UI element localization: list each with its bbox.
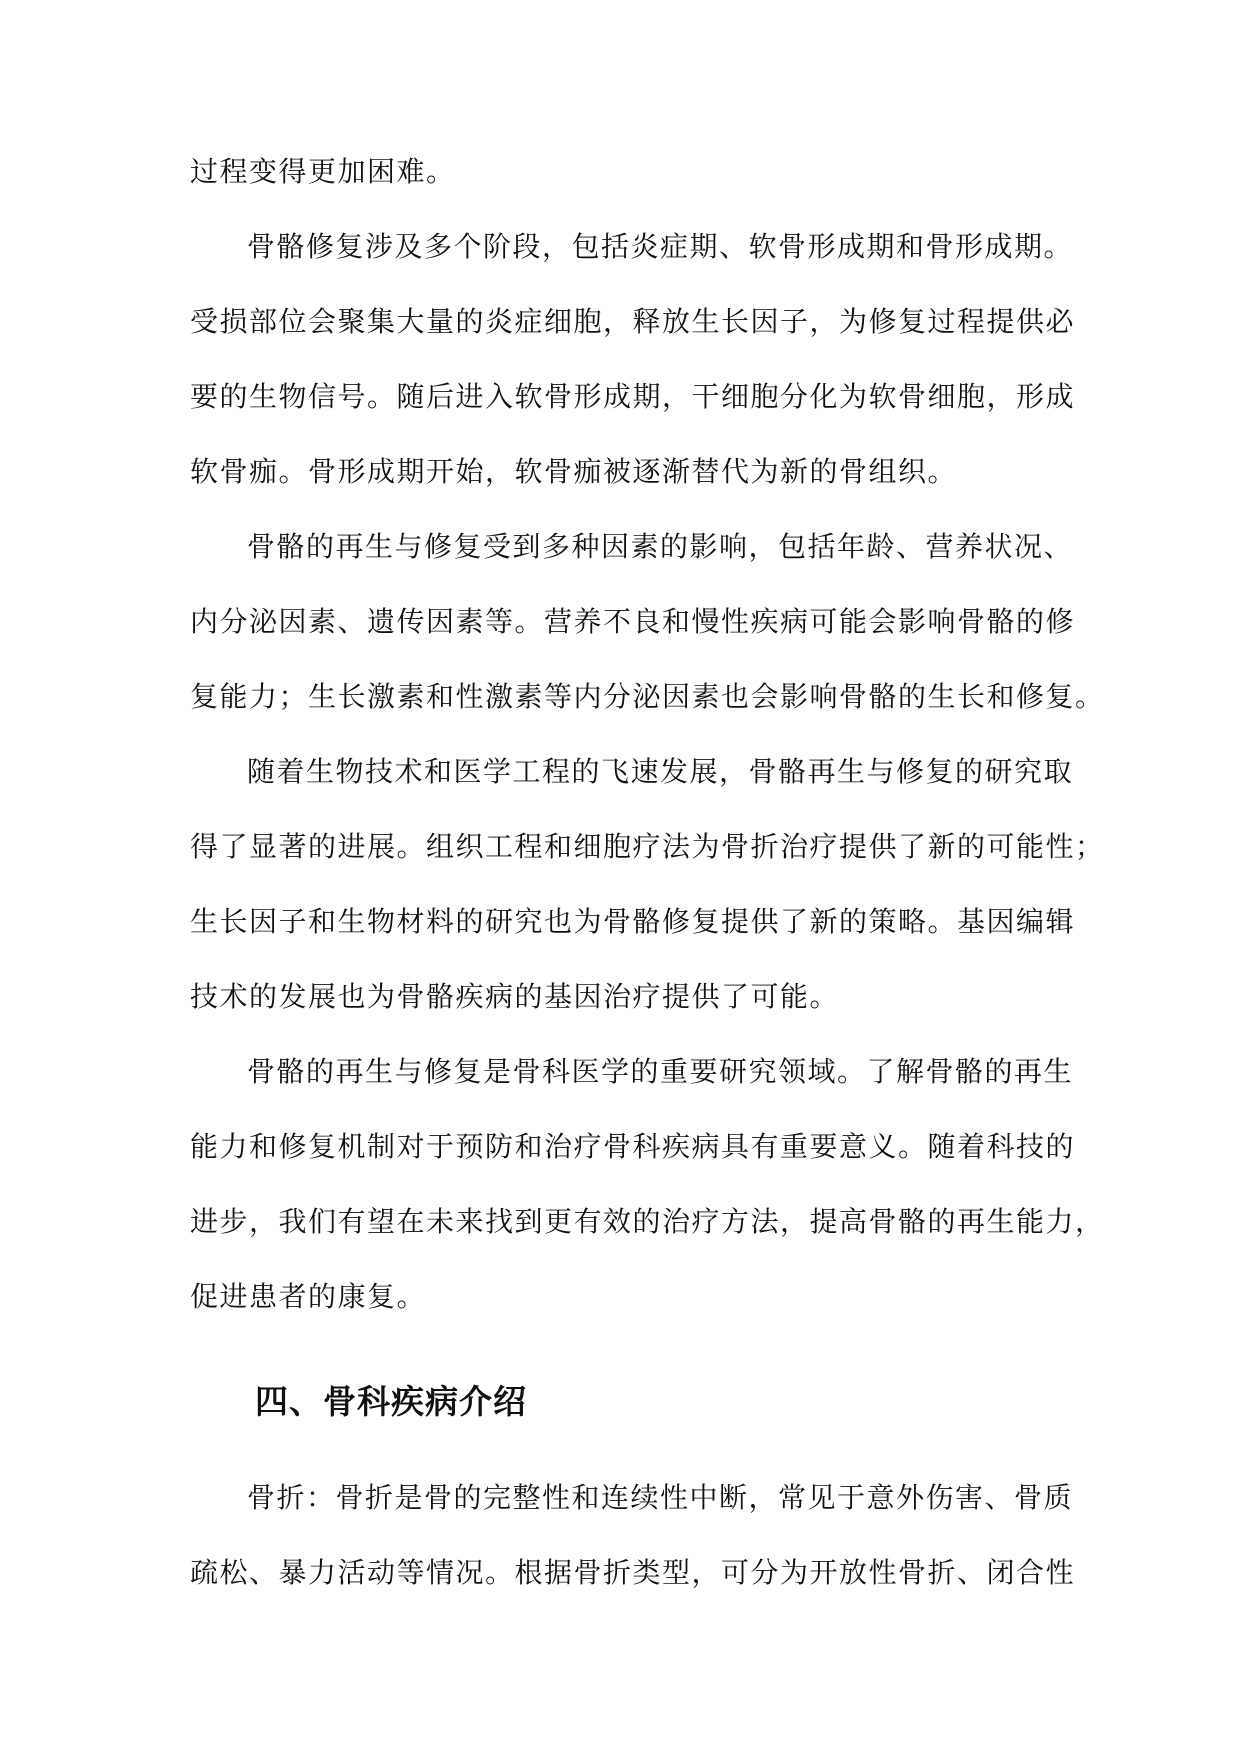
text-line: 骨骼的再生与修复是骨科医学的重要研究领域。了解骨骼的再生 [247, 1055, 1074, 1088]
text-line: 技术的发展也为骨骼疾病的基因治疗提供了可能。 [190, 980, 840, 1013]
text-line: 生长因子和生物材料的研究也为骨骼修复提供了新的策略。基因编辑 [190, 905, 1076, 938]
text-line: 骨骼的再生与修复受到多种因素的影响，包括年龄、营养状况、 [247, 530, 1074, 563]
text-line: 内分泌因素、遗传因素等。营养不良和慢性疾病可能会影响骨骼的修 [190, 605, 1076, 638]
text-line: 骨折：骨折是骨的完整性和连续性中断，常见于意外伤害、骨质 [247, 1481, 1074, 1514]
text-line: 进步，我们有望在未来找到更有效的治疗方法，提高骨骼的再生能力， [190, 1205, 1105, 1238]
text-line: 复能力；生长激素和性激素等内分泌因素也会影响骨骼的生长和修复。 [190, 680, 1105, 713]
section-heading: 四、骨科疾病介绍 [255, 1382, 527, 1421]
text-line: 随着生物技术和医学工程的飞速发展，骨骼再生与修复的研究取 [247, 755, 1074, 788]
text-line: 促进患者的康复。 [190, 1280, 427, 1313]
text-line: 能力和修复机制对于预防和治疗骨科疾病具有重要意义。随着科技的 [190, 1130, 1076, 1163]
text-line: 得了显著的进展。组织工程和细胞疗法为骨折治疗提供了新的可能性； [190, 830, 1105, 863]
text-line: 软骨痂。骨形成期开始，软骨痂被逐渐替代为新的骨组织。 [190, 455, 958, 488]
text-line: 骨骼修复涉及多个阶段，包括炎症期、软骨形成期和骨形成期。 [247, 230, 1074, 263]
text-line: 过程变得更加困难。 [190, 155, 456, 188]
text-line: 疏松、暴力活动等情况。根据骨折类型，可分为开放性骨折、闭合性 [190, 1556, 1076, 1589]
text-line: 要的生物信号。随后进入软骨形成期，干细胞分化为软骨细胞，形成 [190, 380, 1076, 413]
text-line: 受损部位会聚集大量的炎症细胞，释放生长因子，为修复过程提供必 [190, 305, 1076, 338]
